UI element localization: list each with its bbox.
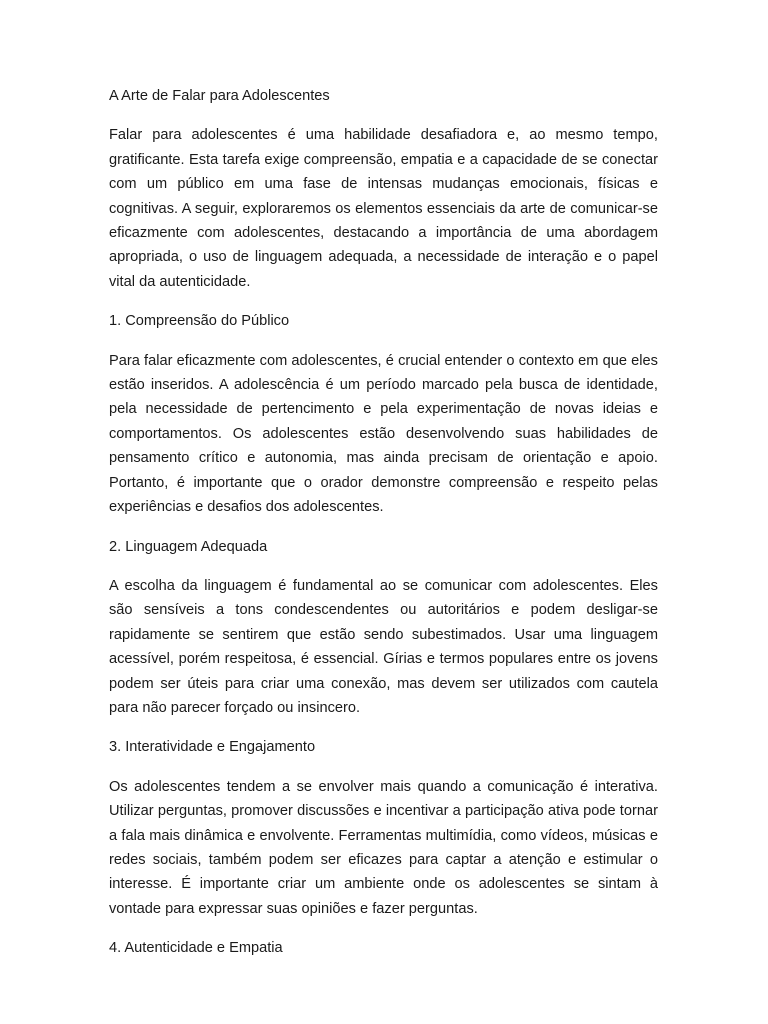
section-body-2: A escolha da linguagem é fundamental ao se comunicar com adolescentes. Eles são sensíveis a tons condescendentes ou autoritários e podem desligar-se rapidamente se sentirem que estão sendo subestimados. Usar uma linguagem acessível, porém respeitosa, é essencial. Gírias e termos populares entre os jovens podem ser úteis para criar uma conexão, mas devem ser utilizados com cautela para não parecer forçado ou insincero. — [109, 577, 658, 716]
section-heading-1: 1. Compreensão do Público — [109, 313, 290, 330]
section-heading-3: 3. Interatividade e Engajamento — [109, 739, 316, 756]
document-title: A Arte de Falar para Adolescentes — [109, 88, 330, 104]
intro-paragraph: Falar para adolescentes é uma habilidade desafiadora e, ao mesmo tempo, gratificante. Esta tarefa exige compreensão, empatia e a capacidade de se conectar com um público em uma fase de intensas mudanças emocionais, físicas e cognitivas. A seguir, exploraremos os elementos essenciais da arte de comunicar-se eficazmente com adolescentes, destacando a importância de uma abordagem apropriada, o uso de linguagem adequada, a necessidade de interação e o papel vital da autenticidade. — [109, 127, 658, 290]
section-body-1: Para falar eficazmente com adolescentes, é crucial entender o contexto em que eles estão inseridos. A adolescência é um período marcado pela busca de identidade, pela necessidade de pertencimento e pela experimentação de novas ideias e comportamentos. Os adolescentes estão desenvolvendo suas habilidades de pensamento crítico e autonomia, mas ainda precisam de orientação e apoio. Portanto, é importante que o orador demonstre compreensão e respeito pelas experiências e desafios dos adolescentes. — [109, 352, 658, 516]
section-heading-4: 4. Autenticidade e Empatia — [109, 940, 283, 957]
document-page — [109, 84, 658, 976]
section-heading-2: 2. Linguagem Adequada — [109, 538, 268, 555]
section-body-3: Os adolescentes tendem a se envolver mais quando a comunicação é interativa. Utilizar perguntas, promover discussões e incentivar a participação ativa pode tornar a fala mais dinâmica e envolvente. Ferramentas multimídia, como vídeos, músicas e redes sociais, também podem ser eficazes para captar a atenção e estimular o interesse. É importante criar um ambiente onde os adolescentes se sintam à vontade para expressar suas opiniões e fazer perguntas. — [109, 778, 658, 917]
